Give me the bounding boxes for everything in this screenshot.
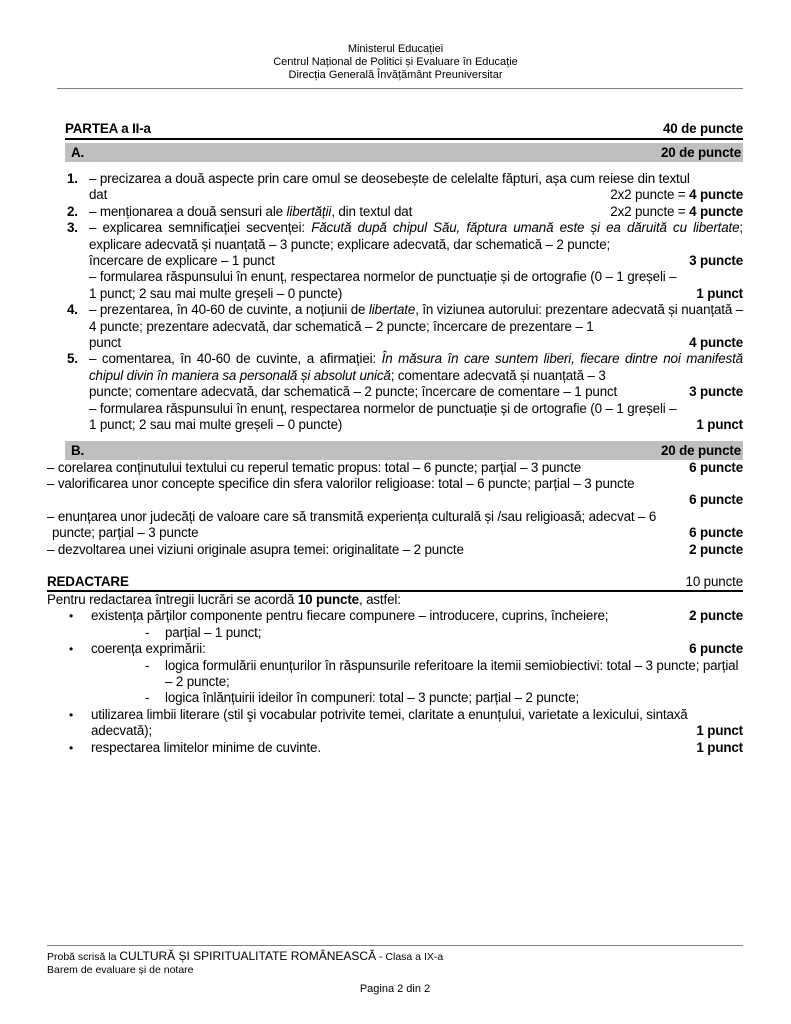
- criterion-text: existența părților componente pentru fiecare compunere – introducere, cuprins, încheiere;: [91, 608, 609, 624]
- item-text: – comentarea, în 40-60 de cuvinte, a afirmației: În măsura în care suntem liberi, fiecare dintre noi manifestă chipul divin în maniera sa personală și absolut unică; comentare adecvată și nuanțată – 3: [89, 351, 743, 383]
- part-title: [65, 121, 743, 140]
- item-1: [65, 171, 743, 204]
- section-a-label: A.: [71, 145, 85, 160]
- item-subscore: 1 punct: [696, 285, 743, 301]
- sub-criterion-text: logica formulării enunțurilor în răspunsurile referitoare la itemii semiobiectivi: total – 3 puncte; parțial – 2 puncte;: [165, 657, 739, 689]
- criterion-score: 2 puncte: [689, 608, 743, 624]
- item-score: 2x2 puncte = 4 puncte: [610, 187, 743, 203]
- item-number: 3.: [67, 220, 78, 236]
- item-text: – menționarea a două sensuri ale libertății, din textul dat: [89, 203, 413, 219]
- sub-criterion: [145, 658, 743, 691]
- criterion-text: respectarea limitelor minime de cuvinte.: [91, 739, 321, 755]
- footer-barem-line: Barem de evaluare și de notare: [47, 964, 194, 976]
- item-text-cont: puncte; comentare adecvată, dar schematică – 2 puncte; încercare de comentare – 1 punct: [89, 384, 618, 400]
- sub-criterion-text: logica înlănțuirii ideilor în compuneri: total – 3 puncte; parțial – 2 puncte;: [165, 690, 580, 706]
- redactare-title-points: 10 puncte: [685, 573, 743, 589]
- header-center: Centrul Național de Politici și Evaluare în Educație: [273, 56, 518, 68]
- criterion-text: utilizarea limbii literare (stil şi vocabular potrivite temei, claritate a enunțului, varietate a lexicului, sintaxă: [91, 706, 688, 722]
- criterion-text: – valorificarea unor concepte specifice din sfera valorilor religioase: total – 6 puncte; parțial – 3 puncte: [47, 475, 635, 491]
- criterion-score: 1 punct: [696, 739, 743, 755]
- page-footer: [47, 950, 743, 996]
- item-score: 4 puncte: [689, 335, 743, 351]
- section-a-points: 20 de puncte: [660, 145, 741, 160]
- criterion-text: – corelarea conținutului textului cu reperul tematic propus: total – 6 puncte; parțial – 3 puncte: [47, 459, 582, 475]
- redactare-title: [47, 574, 743, 592]
- criterion-row: [47, 476, 743, 509]
- criterion-score: 6 puncte: [689, 459, 743, 475]
- footer-exam-line: Probă scrisă la CULTURĂ ȘI SPIRITUALITATE ROMÂNEASCĂ - Clasa a IX-a: [47, 949, 444, 963]
- criterion-text: – dezvoltarea unei viziuni originale asupra temei: originalitate – 2 puncte: [47, 541, 464, 557]
- item-subscore: 1 punct: [696, 417, 743, 433]
- page-number: Pagina 2 din 2: [359, 983, 431, 995]
- item-subtext: – formularea răspunsului în enunț, respectarea normelor de punctuație și de ortografie (0 – 1 greșeli –: [89, 269, 677, 285]
- criterion-score: 6 puncte: [689, 525, 743, 541]
- sub-criterion: [145, 690, 743, 706]
- item-score: 3 puncte: [689, 384, 743, 400]
- item-text-cont: punct: [89, 335, 122, 351]
- item-number: 4.: [67, 302, 78, 318]
- bullet-icon: •: [69, 740, 74, 755]
- item-text-cont: dat: [89, 187, 108, 203]
- criterion-score: 6 puncte: [689, 641, 743, 657]
- criterion-row: [47, 509, 743, 542]
- document-body: [47, 121, 743, 756]
- dash-icon: -: [145, 624, 150, 640]
- item-text: – prezentarea, în 40-60 de cuvinte, a noțiunii de libertate, în viziunea autorului: prezentare adecvată și nuanțată – 4 puncte; prezentare adecvată, dar schematică – 2 puncte; încercare de prezentare – 1: [89, 302, 743, 334]
- item-text-cont: încercare de explicare – 1 punct: [89, 253, 275, 269]
- dash-icon: -: [145, 657, 150, 673]
- redactare-title-label: REDACTARE: [47, 573, 129, 589]
- sub-criterion: [145, 625, 743, 641]
- criterion-score: 1 punct: [696, 723, 743, 739]
- bullet-icon: •: [69, 707, 74, 722]
- criterion-text-cont: puncte; parțial – 3 puncte: [52, 525, 199, 541]
- header-ministry: Ministerul Educației: [347, 43, 444, 55]
- criterion-row: [47, 542, 743, 558]
- item-number: 2.: [67, 203, 78, 219]
- item-text: – explicarea semnificației secvenței: Făcută după chipul Său, făptura umană este și ea dăruită cu libertate; explicare adecvată și nuanțată – 3 puncte; explicare adecvată, dar schematică – 2 puncte;: [89, 220, 743, 252]
- item-number: 5.: [67, 351, 78, 367]
- redactare-intro: Pentru redactarea întregii lucrări se acordă 10 puncte, astfel:: [47, 591, 401, 607]
- criterion-text: – enunțarea unor judecăți de valoare care să transmită experiența culturală și /sau religioasă; adecvat – 6: [47, 508, 657, 524]
- redactare-criterion-1: [69, 608, 743, 624]
- header-directorate: Direcția Generală Învățământ Preuniversitar: [288, 69, 503, 81]
- section-a-header: [65, 143, 743, 162]
- footer-divider: [47, 945, 743, 946]
- criterion-row: [47, 460, 743, 476]
- item-text: – precizarea a două aspecte prin care omul se deosebește de celelalte făpturi, așa cum reiese din textul: [89, 171, 690, 186]
- bullet-icon: •: [69, 609, 74, 624]
- part-title-points: 40 de puncte: [662, 121, 743, 136]
- item-subtext-cont: 1 punct; 2 sau mai multe greșeli – 0 puncte): [89, 285, 343, 301]
- header-divider: [57, 88, 743, 89]
- section-b: [47, 441, 743, 558]
- item-4: [65, 302, 743, 351]
- sub-criterion-text: parțial – 1 punct;: [165, 624, 262, 640]
- section-a-items: [65, 171, 743, 434]
- dash-icon: -: [145, 690, 150, 706]
- redactare-criterion-4: [69, 740, 743, 756]
- section-b-header: [65, 441, 743, 460]
- part-title-label: PARTEA a II-a: [65, 121, 151, 136]
- section-b-criteria: [47, 460, 743, 558]
- criterion-text-cont: adecvată);: [91, 723, 153, 739]
- criterion-score: 2 puncte: [689, 541, 743, 557]
- redactare-criterion-2: [69, 641, 743, 657]
- item-number: 1.: [67, 171, 78, 186]
- item-3: [65, 220, 743, 302]
- item-score: 3 puncte: [689, 253, 743, 269]
- criterion-score: 6 puncte: [689, 492, 743, 508]
- redactare-criterion-3: [69, 707, 743, 740]
- page-header: [0, 43, 791, 82]
- item-5: [65, 351, 743, 433]
- section-b-points: 20 de puncte: [660, 442, 741, 458]
- item-subtext: – formularea răspunsului în enunț, respectarea normelor de punctuație și de ortografie (0 – 1 greșeli –: [89, 400, 677, 416]
- section-b-label: B.: [71, 442, 85, 458]
- criterion-text: coerența exprimării:: [91, 641, 206, 657]
- item-subtext-cont: 1 punct; 2 sau mai multe greșeli – 0 puncte): [89, 417, 343, 433]
- bullet-icon: •: [69, 642, 74, 657]
- item-2: [65, 204, 743, 220]
- item-score: 2x2 puncte = 4 puncte: [610, 203, 743, 219]
